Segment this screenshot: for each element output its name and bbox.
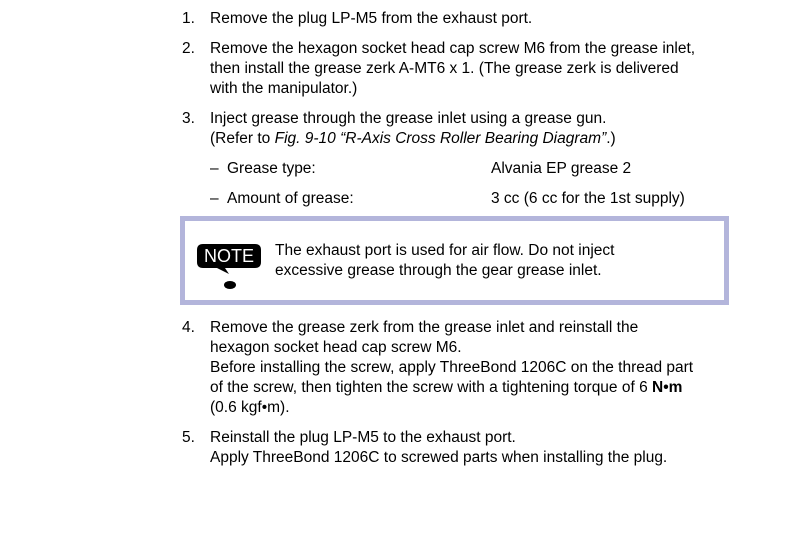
step-text: (0.6 kgf•m). <box>210 399 290 416</box>
step-4 <box>182 318 742 418</box>
step-3 <box>182 109 742 149</box>
step-text: Before installing the screw, apply ThreeBond 1206C on the thread part <box>210 359 694 376</box>
spec-value: 3 cc (6 cc for the 1st supply) <box>491 190 685 207</box>
step-text: Remove the grease zerk from the grease inlet and reinstall the <box>210 319 639 336</box>
step-number: 5. <box>182 429 195 446</box>
dash-bullet: – <box>210 190 219 207</box>
figure-link: Fig. 9-10 “R-Axis Cross Roller Bearing Diagram” <box>274 130 607 147</box>
note-line: excessive grease through the gear grease inlet. <box>275 262 602 279</box>
step-5 <box>182 428 742 468</box>
spec-grease-amount <box>210 189 730 209</box>
figure-reference <box>210 129 742 149</box>
note-badge-text: NOTE <box>203 246 255 266</box>
step-text: Apply ThreeBond 1206C to screwed parts when installing the plug. <box>210 449 668 466</box>
note-box <box>180 216 729 305</box>
step-number: 4. <box>182 319 195 336</box>
note-text <box>275 241 705 281</box>
step-text: Remove the plug LP-M5 from the exhaust port. <box>210 10 533 27</box>
reference-suffix: .) <box>606 130 616 147</box>
step-text: with the manipulator.) <box>210 80 358 97</box>
step-text: then install the grease zerk A-MT6 x 1. (The grease zerk is delivered <box>210 60 679 77</box>
spec-value: Alvania EP grease 2 <box>491 160 632 177</box>
note-line: The exhaust port is used for air flow. Do not inject <box>275 242 615 259</box>
step-text: Remove the hexagon socket head cap screw M6 from the grease inlet, <box>210 40 696 57</box>
note-icon <box>195 240 263 294</box>
step-text: Reinstall the plug LP-M5 to the exhaust port. <box>210 429 516 446</box>
step-number: 2. <box>182 40 195 57</box>
spec-label: Grease type: <box>227 160 316 177</box>
step-text: hexagon socket head cap screw M6. <box>210 339 462 356</box>
torque-unit: N•m <box>652 379 683 396</box>
step-number: 1. <box>182 10 195 27</box>
torque-sentence: of the screw, then tighten the screw with a tightening torque of 6 <box>210 379 653 396</box>
step-1 <box>182 9 742 29</box>
step-2 <box>182 39 742 99</box>
step-number: 3. <box>182 110 195 127</box>
dash-bullet: – <box>210 160 219 177</box>
step-text: Inject grease through the grease inlet using a grease gun. <box>210 110 607 127</box>
reference-prefix: (Refer to <box>210 130 275 147</box>
spec-grease-type <box>210 159 730 179</box>
spec-label: Amount of grease: <box>227 190 354 207</box>
step-text <box>210 378 742 398</box>
